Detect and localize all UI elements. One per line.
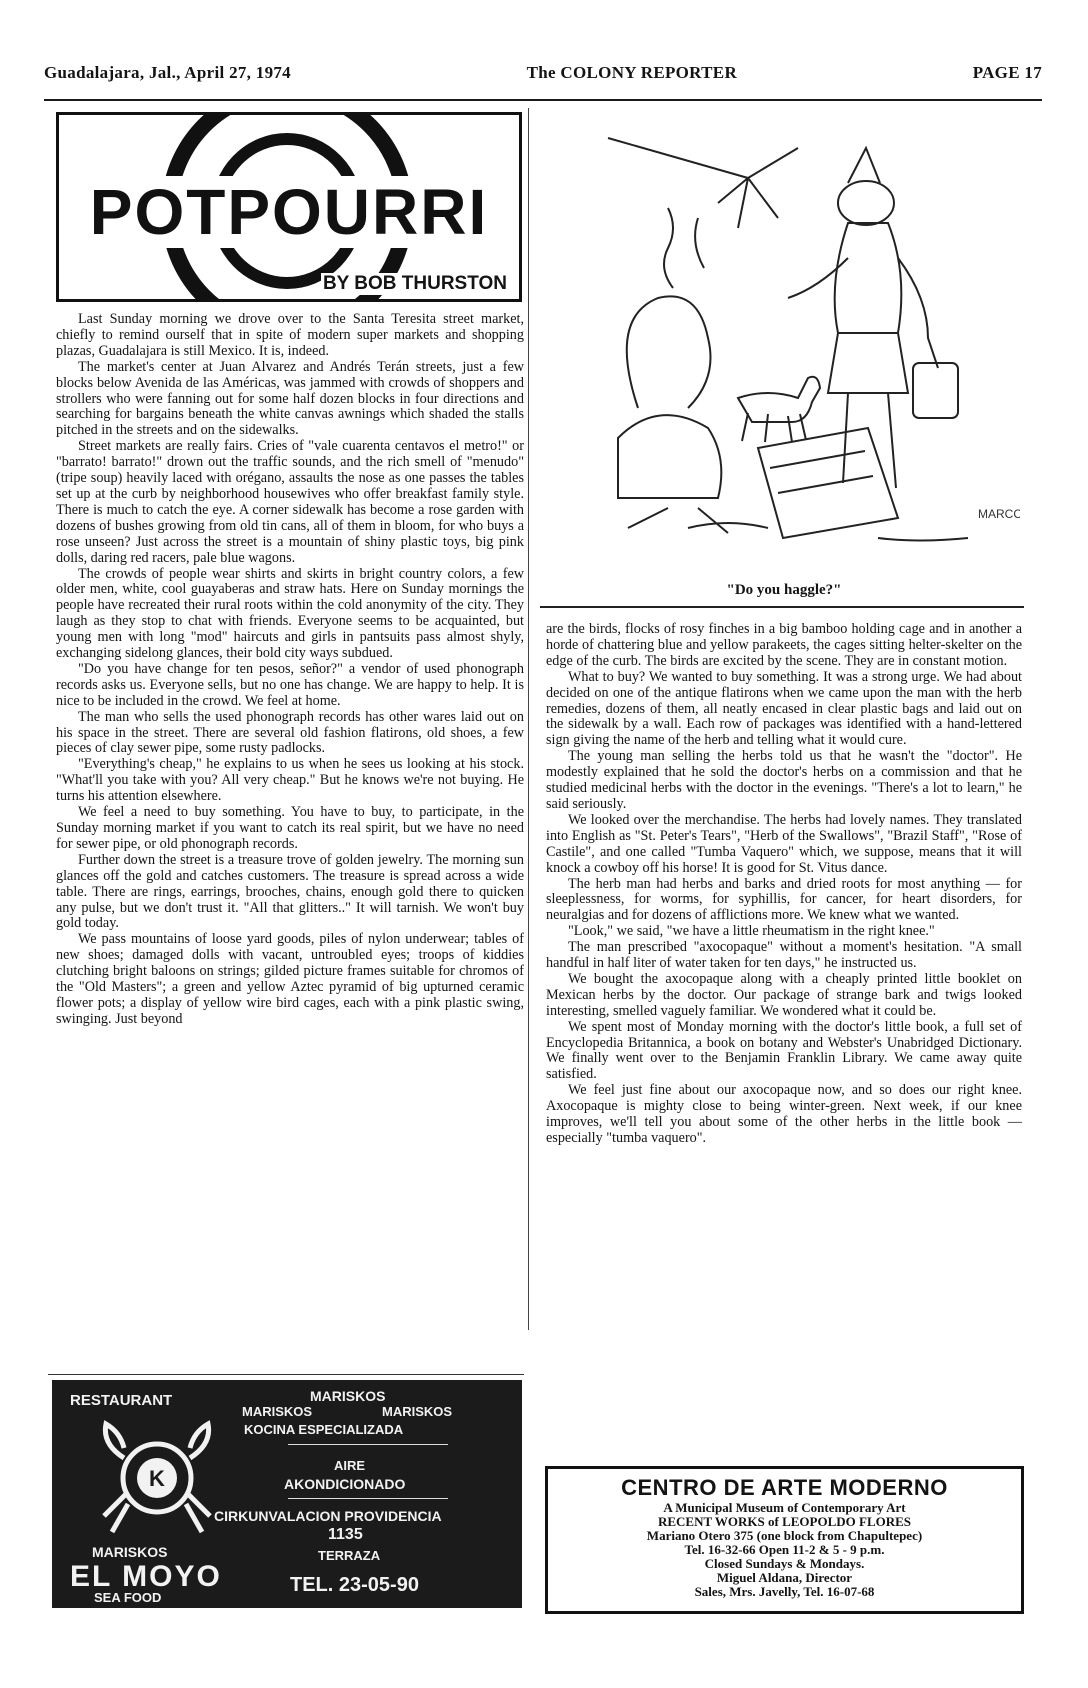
page-number: PAGE 17 [972,63,1042,82]
paragraph: Street markets are really fairs. Cries of "vale cuarenta centavos el metro!" or "barrato! barrato!" drown out the traffic sounds, and the rich smell of "menudo" (tripe soup) heavily laced with orégano, assaults the nose as one passes the tables set up at the curb by neighborhood housewives who offer breakfast family style. There is much to catch the eye. A corner sidewalk has become a rose garden with dozens of bushes growing from old tin cans, all of them in bloom, for who buys a rose unseen? Just across the street is a mountain of shiny plastic toys, big pink dolls, daring red racers, pale blue wagons. [56,438,524,566]
ad-aire: AIRE [334,1458,366,1473]
ad-kocina: KOCINA ESPECIALIZADA [244,1422,404,1437]
art-ad-line: Closed Sundays & Mondays. [704,1556,865,1571]
ad-terraza: TERRAZA [318,1548,381,1563]
ad-mariskos-top: MARISKOS [310,1388,386,1404]
paragraph: "Do you have change for ten pesos, señor?" a vendor of used phonograph records asks us. Everyone sells, but no one has change. We are happy to help. It is nice to be included in the crowd. We feel at home. [56,660,524,709]
art-museum-ad [545,1466,1024,1614]
column-divider [528,108,529,1330]
crab-logo-icon [92,1418,222,1544]
logo-letter: K [149,1466,165,1491]
art-ad-line: RECENT WORKS of LEOPOLDO FLORES [657,1514,912,1529]
column-title: POTPOURRI [59,175,519,249]
paragraph: The market's center at Juan Alvarez and Andrés Terán streets, just a few blocks below Avenida de las Américas, was jammed with crowds of shoppers and strollers who were fanning out for some half dozen blocks in four directions and searching for bargains beneath the white canvas awnings which shaded the stalls pitched in the streets and on the sidewalks. [56,358,524,439]
art-ad-line: A Municipal Museum of Contemporary Art [663,1500,906,1515]
page-header [44,60,1042,86]
paragraph: The man prescribed "axocopaque" without a moment's hesitation. "A small handful in half liter of water taken for ten days," he instructed us. [546,939,1022,972]
ad-sea-food: SEA FOOD [94,1590,162,1605]
ad-street-number: 1135 [328,1526,363,1543]
ad-divider [288,1498,448,1499]
restaurant-name: EL MOYO [70,1560,222,1593]
paragraph: The herb man had herbs and barks and dried roots for most anything — for sleeplessness, for worms, for syphillis, for cancer, for heart disorders, for neuralgias and for dozens of afflictions more. We knew what we wanted. [546,875,1022,924]
cartoon-caption: "Do you haggle?" [726,582,842,598]
paragraph: The man who sells the used phonograph records has other wares laid out on his space in the street. There are several old fashion flatirons, old shoes, a few pieces of clay sewer pipe, some rusty padlocks. [56,708,524,757]
column-title-box [56,112,522,302]
ad-rule [48,1374,524,1375]
art-ad-line: Mariano Otero 375 (one block from Chapultepec) [646,1528,923,1543]
article-left-column [56,312,524,1028]
art-ad-line: Sales, Mrs. Javelly, Tel. 16-07-68 [694,1584,875,1599]
paragraph: We feel a need to buy something. You have to buy, to participate, in the Sunday morning market if you want to catch its real spirit, but we have no need for sewer pipe, or old phonograph records. [56,804,524,852]
ad-divider [288,1444,448,1445]
article-right-column [546,622,1022,1147]
paragraph: Further down the street is a treasure trove of golden jewelry. The morning sun glances off the gold and catches customers. The treasure is spread across a wide table. There are rings, earrings, brooches, chains, enough gold there to quicken any pulse, but we don't trust it. "All that glitters.." It will tarnish. We won't buy gold today. [56,851,524,932]
paragraph: "Look," we said, "we have a little rheumatism in the right knee." [568,923,935,940]
ad-address: CIRKUNVALACION PROVIDENCIA [214,1508,442,1524]
dateline: Guadalajara, Jal., April 27, 1974 [44,63,291,82]
art-ad-line: Tel. 16-32-66 Open 11-2 & 5 - 9 p.m. [684,1542,885,1557]
byline: BY BOB THURSTON [322,273,507,294]
paragraph: We looked over the merchandise. The herbs had lovely names. They translated into English as "St. Peter's Tears", "Herb of the Swallows", "Brazil Staff", "Rose of Castile", and one called "Tumba Vaquero" which, we suppose, means that it will knock a cowboy off his horse! It is good for St. Vitus dance. [546,811,1022,876]
ad-mariskos-right: MARISKOS [382,1404,453,1419]
ad-restaurant-label: RESTAURANT [70,1392,173,1409]
restaurant-ad [52,1380,522,1608]
paragraph: "Everything's cheap," he explains to us when he sees us looking at his stock. "What'll you take with you? All very cheap." But he knows we're not buying. He turns his attention elsewhere. [56,756,524,805]
paragraph: We pass mountains of loose yard goods, piles of nylon underwear; tables of new shoes; damaged dolls with vacant, untroubled eyes; troops of kiddies clutching bright baloons on strings; gilded picture frames suitable for chromos of the "Old Masters"; a green and yellow Aztec pyramid of big upturned ceramic flower pots; a display of yellow wire bird cages, each with a pink plastic swing, swinging. Just beyond [56,931,524,1027]
paragraph: The crowds of people wear shirts and skirts in bright country colors, a few older men, white, cool guayaberas and straw hats. Here on Sunday mornings the people have recreated their rural roots within the cold anonymity of the city. They laugh as they stop to chat with friends. Everyone seems to be acquainted, but young men with long "mod" haircuts and girls in pantsuits pass almost shyly, exchanging sidelong glances, their bold city ways subdued. [56,565,524,662]
art-ad-line: Miguel Aldana, Director [716,1570,853,1585]
paragraph: We bought the axocopaque along with a cheaply printed little booklet on Mexican herbs by the doctor. Our package of strange bark and twigs looked interesting, smelled vaguely familiar. We wondered what it could be. [546,970,1022,1019]
paragraph: We spent most of Monday morning with the doctor's little book, a full set of Encyclopedia Britannica, a book on botany and Webster's Unabridged Dictionary. We finally went over to the Benjamin Franklin Library. We came away quite satisfied. [546,1018,1022,1083]
paragraph: What to buy? We wanted to buy something. It was a strong urge. We had about decided on one of the antique flatirons when we came upon the man with the herb remedies, dozens of them, all neatly encased in clear plastic bags and laid out on the sidewalk by a wall. Each row of packages was identified with a hand-lettered sign giving the name of the herb and telling what it would cure. [546,668,1022,749]
ad-mariskos-bottom: MARISKOS [92,1544,168,1560]
cartoon-drawing [548,108,1020,578]
cartoon-illustration [548,108,1020,578]
ad-phone: TEL. 23-05-90 [290,1574,419,1596]
paragraph: Last Sunday morning we drove over to the Santa Teresita street market, chiefly to remind ourself that in spite of modern super markets and shopping plazas, Guadalajara is still Mexico. It is, indeed. [56,311,524,359]
cartoon-signature: MARCO [978,507,1020,521]
paragraph: are the birds, flocks of rosy finches in a big bamboo holding cage and in another a horde of chattering blue and yellow parakeets, the cages sitting helter-skelter on the edge of the curb. The birds are excited by the scene. They are in constant motion. [546,621,1022,669]
art-ad-title: CENTRO DE ARTE MODERNO [621,1475,948,1500]
caption-rule [540,606,1024,608]
ad-akondicionado: AKONDICIONADO [284,1476,406,1492]
paragraph: We feel just fine about our axocopaque now, and so does our right knee. Axocopaque is mighty close to being winter-green. Next week, if our knee improves, we'll tell you about some of the other herbs in the little book — especially "tumba vaquero". [546,1082,1022,1146]
paragraph: The young man selling the herbs told us that he wasn't the "doctor". He modestly explained that he sold the doctor's herbs on a commission and that he studied medicinal herbs with the doctor in the evenings. "There's a lot to learn," he said seriously. [546,748,1022,812]
header-rule [44,99,1042,101]
ad-mariskos-left: MARISKOS [242,1404,313,1419]
newspaper-name: The COLONY REPORTER [526,63,738,82]
